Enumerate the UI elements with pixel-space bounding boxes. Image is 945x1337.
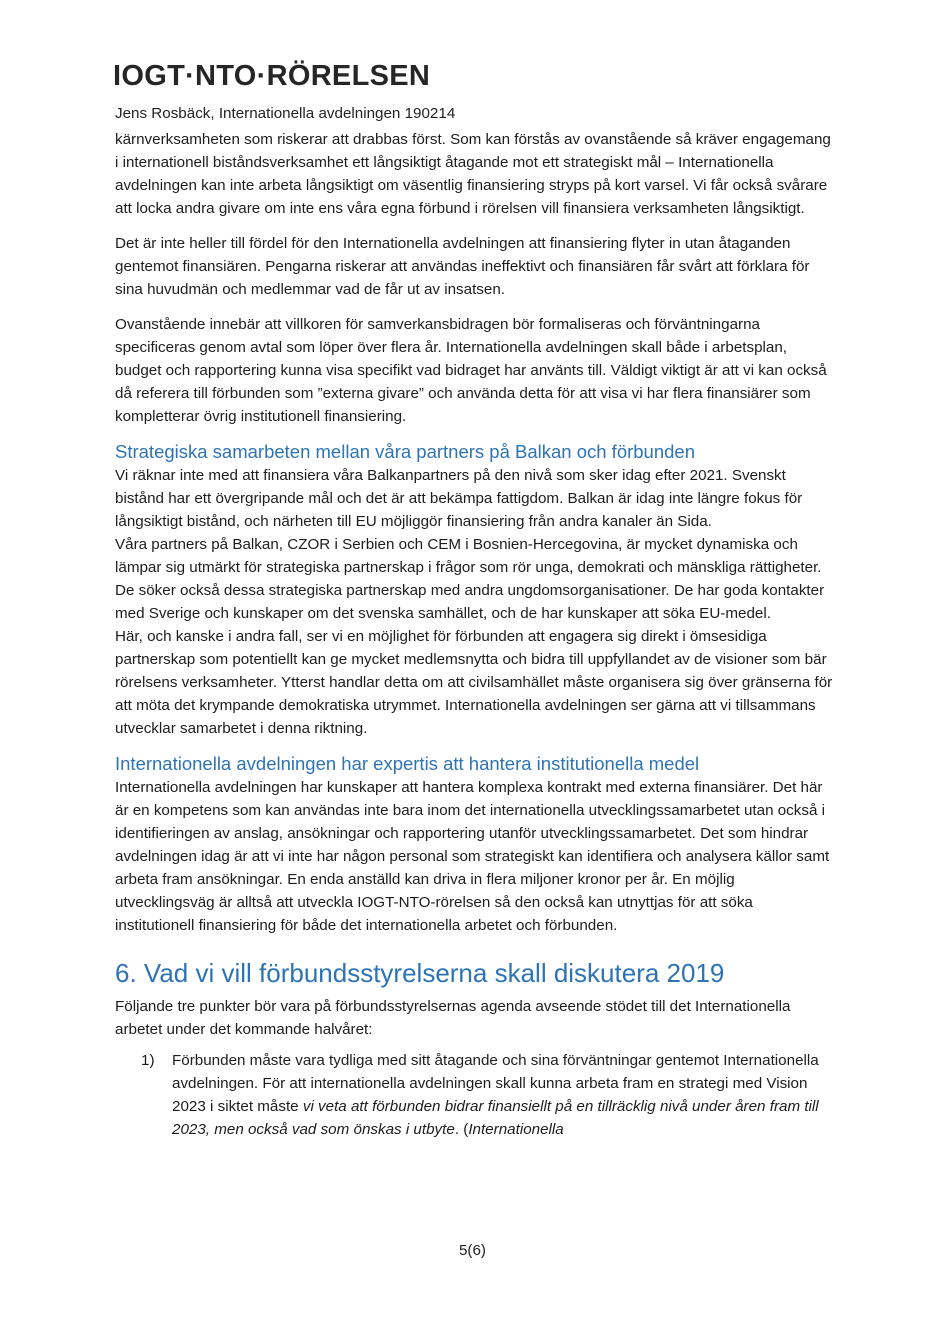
paragraph: Ovanstående innebär att villkoren för samverkansbidragen bör formaliseras och förväntningarna specificeras genom avtal som löper över flera år. Internationella avdelningen skall både i arbetsplan, budget och rapportering kunna visa specifikt vad bidraget har använts till. Väldigt viktigt är att vi kan också då referera till förbunden som ”externa givare” och använda detta för att visa vi har flera finansiärer som kompletterar övrig institutionell finansiering. [115, 316, 827, 425]
paragraph: kärnverksamheten som riskerar att drabbas först. Som kan förstås av ovanstående så kräver engagemang i internationell biståndsverksamhet ett långsiktigt åtagande mot ett strategiskt mål – Internationella avdelningen kan inte arbeta långsiktigt om väsentlig finansiering stryps på kort varsel. Vi får också svårare att locka andra givare om inte ens våra egna förbund i rörelsen vill finansiera verksamheten långsiktigt. [115, 131, 831, 217]
list-item [115, 1049, 835, 1141]
section-heading-6: 6. Vad vi vill förbundsstyrelserna skall diskutera 2019 [115, 958, 725, 988]
list-item-italic: vi veta att förbunden bidrar finansiellt på en tillräcklig nivå under åren fram till 2023, men också vad som önskas i utbyte [172, 1098, 819, 1138]
paragraph: Det är inte heller till fördel för den Internationella avdelningen att finansiering flyter in utan åtaganden gentemot finansiären. Pengarna riskerar att användas ineffektivt och finansiären får svårt att förklara för sina huvudmän och medlemmar vad de får ut av insatsen. [115, 235, 810, 298]
section-heading-expertis: Internationella avdelningen har expertis att hantera institutionella medel [115, 753, 700, 774]
paragraph: Vi räknar inte med att finansiera våra Balkanpartners på den nivå som sker idag efter 2021. Svenskt bistånd har ett övergripande mål och det är att bekämpa fattigdom. Balkan är idag inte längre fokus för långsiktigt bistånd, och närheten till EU möjliggör finansiering från andra kanaler än Sida. [115, 467, 803, 530]
list-item-number: 1) [141, 1052, 155, 1069]
paragraph: Våra partners på Balkan, CZOR i Serbien och CEM i Bosnien-Hercegovina, är mycket dynamiska och lämpar sig utmärkt för strategiska partnerskap i frågor som rör unga, demokrati och mänskliga rättigheter. De söker också dessa strategiska partnerskap med andra ungdomsorganisationer. De har goda kontakter med Sverige och kunskaper om det svenska samhället, och de har kunskaper att söka EU-medel. [115, 536, 825, 622]
numbered-list [115, 1049, 835, 1141]
paragraph: Internationella avdelningen har kunskaper att hantera komplexa kontrakt med externa finansiärer. Det här är en kompetens som kan användas inte bara inom det internationella utvecklingssamarbetet utan också i identifieringen av anslag, ansökningar och rapportering utanför utvecklingssamarbetet. Det som hindrar avdelningen idag är att vi inte har någon personal som strategiskt kan identifiera och analysera källor samt arbeta fram ansökningar. En enda anställd kan driva in flera miljoner kronor per år. En möjlig utvecklingsväg är alltså att utveckla IOGT-NTO-rörelsen så den också kan utnyttjas för att söka institutionell finansiering för både det internationella arbetet och förbunden. [115, 779, 830, 934]
organization-logo: IOGT·NTO·RÖRELSEN [113, 60, 431, 92]
list-item-tail: . ( [454, 1121, 469, 1138]
page-number: 5(6) [458, 1242, 486, 1259]
list-item-text: Förbunden måste vara tydliga med sitt åtagande och sina förväntningar gentemot Internationella avdelningen. För att internationella avdelningen skall kunna arbeta fram en strategi med Vision 2023 i siktet måste [172, 1052, 819, 1115]
section-heading-balkan: Strategiska samarbeten mellan våra partners på Balkan och förbunden [115, 441, 696, 462]
document-body [115, 128, 835, 1141]
document-header: Jens Rosbäck, Internationella avdelningen 190214 [115, 105, 456, 122]
list-item-tail-italic: Internationella [468, 1121, 564, 1138]
paragraph: Här, och kanske i andra fall, ser vi en möjlighet för förbunden att engagera sig direkt i ömsesidiga partnerskap som potentiellt kan ge mycket medlemsnytta och bidra till uppfyllandet av de visioner som bär rörelsens verksamheter. Ytterst handlar detta om att civilsamhället måste organisera sig över gränserna för att möta det krympande demokratiska utrymmet. Internationella avdelningen ser gärna att vi tillsammans utvecklar samarbetet i denna riktning. [115, 628, 833, 737]
paragraph: Följande tre punkter bör vara på förbundsstyrelsernas agenda avseende stödet till det Internationella arbetet under det kommande halvåret: [115, 998, 791, 1038]
